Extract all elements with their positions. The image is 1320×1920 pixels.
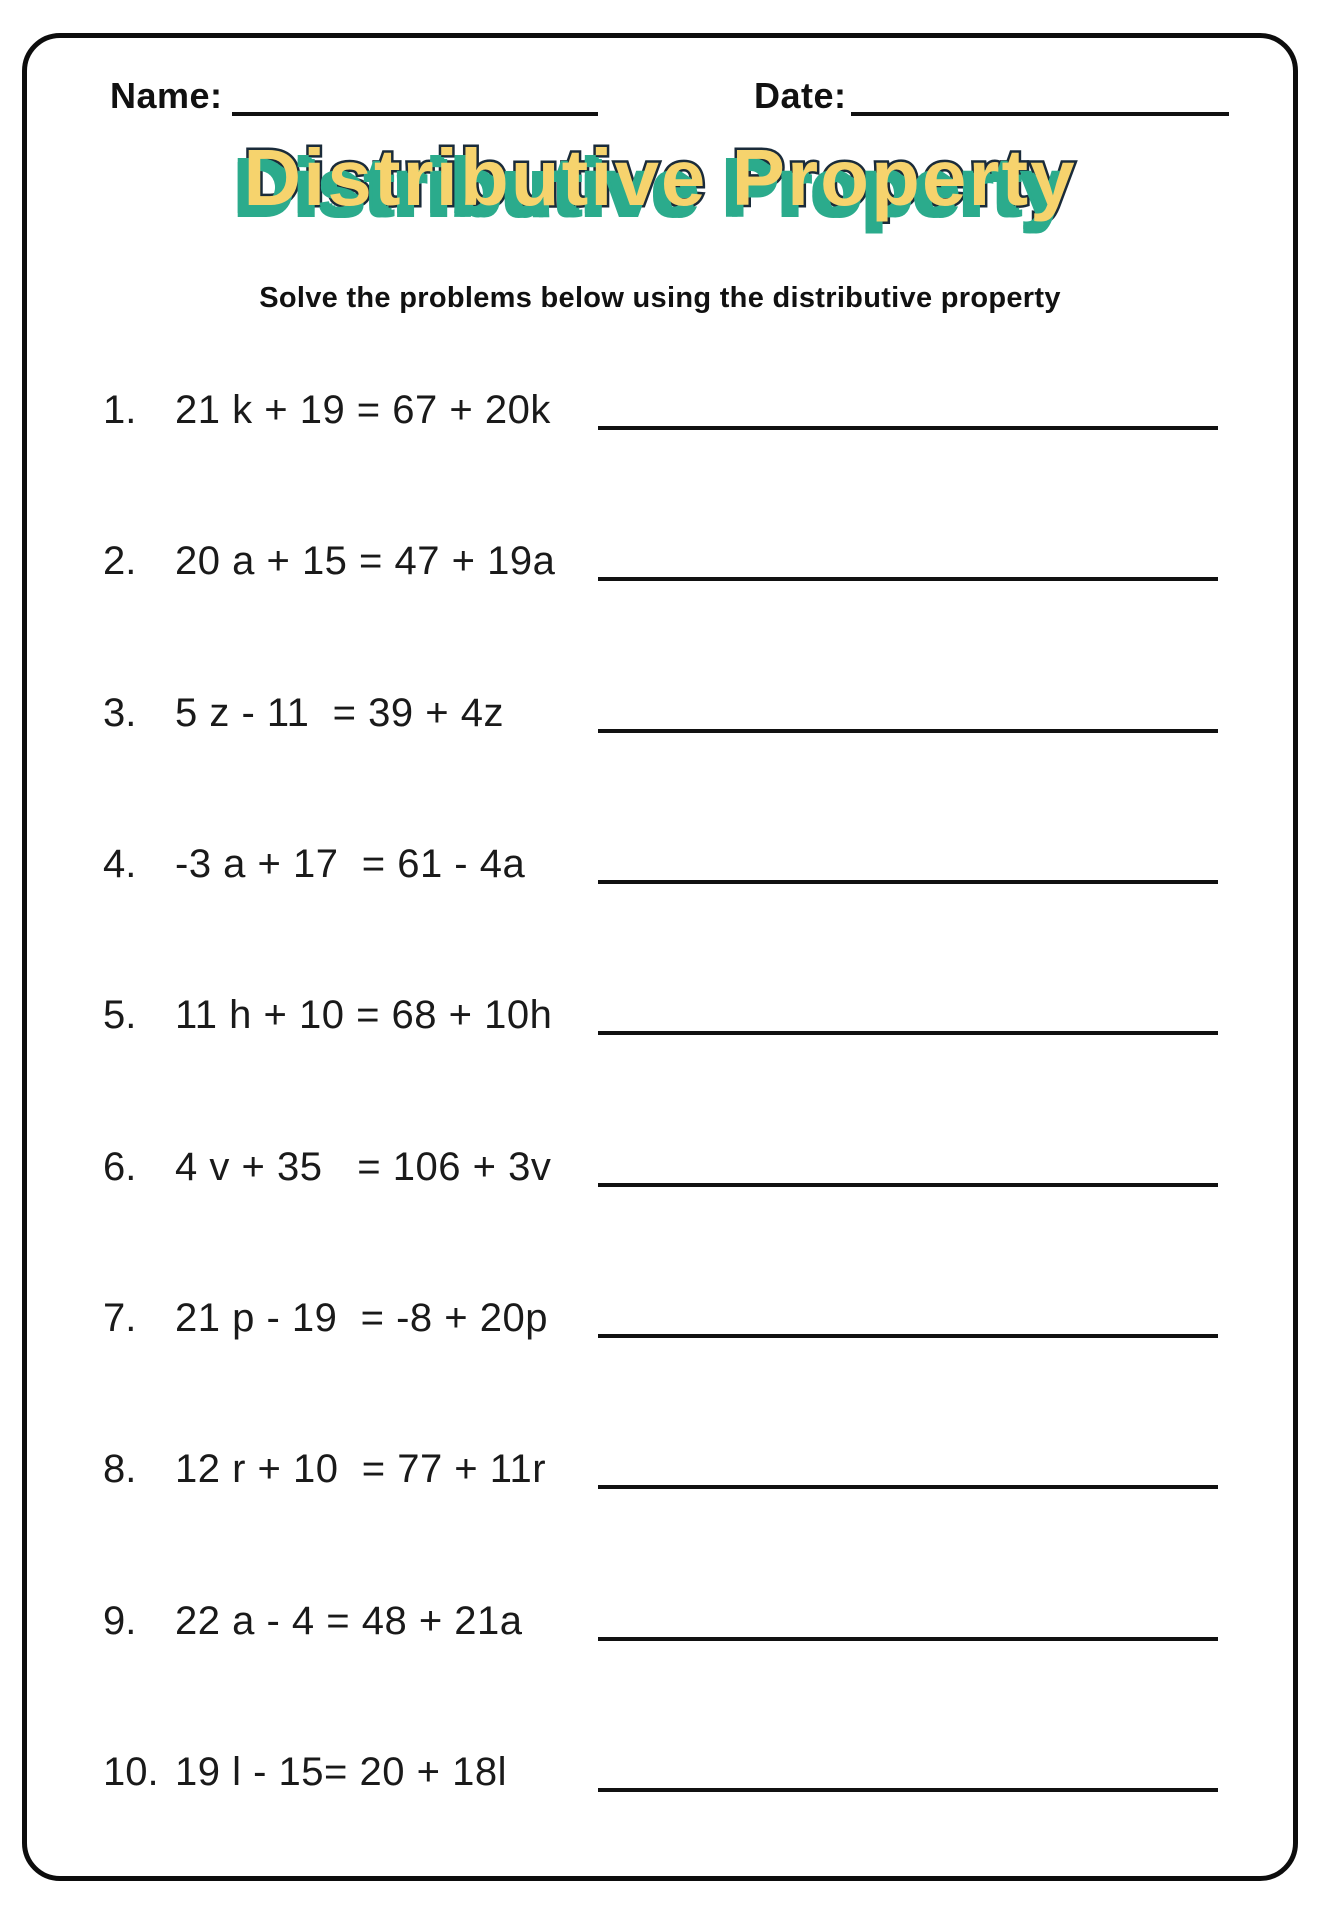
problem-row <box>0 842 1320 888</box>
problem-row <box>0 1599 1320 1645</box>
problem-equation: 5 z - 11 = 39 + 4z <box>175 691 504 735</box>
problem-number: 9. <box>103 1599 137 1643</box>
problem-equation: 4 v + 35 = 106 + 3v <box>175 1145 552 1189</box>
problem-row <box>0 1296 1320 1342</box>
problem-equation: -3 a + 17 = 61 - 4a <box>175 842 526 886</box>
date-underline[interactable] <box>851 112 1229 116</box>
problem-equation: 11 h + 10 = 68 + 10h <box>175 993 553 1037</box>
problem-row <box>0 993 1320 1039</box>
problem-equation: 12 r + 10 = 77 + 11r <box>175 1447 547 1491</box>
problem-equation: 22 a - 4 = 48 + 21a <box>175 1599 523 1643</box>
worksheet-title: Distributive Property <box>243 133 1077 222</box>
problem-row <box>0 691 1320 737</box>
name-label: Name: <box>110 75 223 116</box>
problem-number: 1. <box>103 388 137 432</box>
problem-equation: 21 k + 19 = 67 + 20k <box>175 388 551 432</box>
problem-number: 2. <box>103 539 137 583</box>
problem-row <box>0 1447 1320 1493</box>
answer-line[interactable] <box>598 1334 1218 1338</box>
problem-equation: 20 a + 15 = 47 + 19a <box>175 539 556 583</box>
problem-number: 8. <box>103 1447 137 1491</box>
problem-equation: 21 p - 19 = -8 + 20p <box>175 1296 548 1340</box>
answer-line[interactable] <box>598 426 1218 430</box>
answer-line[interactable] <box>598 1637 1218 1641</box>
problem-row <box>0 539 1320 585</box>
problem-row <box>0 388 1320 434</box>
problem-number: 6. <box>103 1145 137 1189</box>
answer-line[interactable] <box>598 1031 1218 1035</box>
answer-line[interactable] <box>598 729 1218 733</box>
answer-line[interactable] <box>598 1183 1218 1187</box>
answer-line[interactable] <box>598 577 1218 581</box>
problem-number: 4. <box>103 842 137 886</box>
worksheet-subtitle: Solve the problems below using the distributive property <box>259 282 1061 314</box>
problem-row <box>0 1145 1320 1191</box>
name-underline[interactable] <box>232 112 598 116</box>
problem-number: 7. <box>103 1296 137 1340</box>
problem-row <box>0 1750 1320 1796</box>
problem-equation: 19 l - 15= 20 + 18l <box>175 1750 507 1794</box>
problem-number: 5. <box>103 993 137 1037</box>
answer-line[interactable] <box>598 1485 1218 1489</box>
answer-line[interactable] <box>598 1788 1218 1792</box>
date-label: Date: <box>754 75 847 116</box>
problem-number: 3. <box>103 691 137 735</box>
problem-number: 10. <box>103 1750 159 1794</box>
answer-line[interactable] <box>598 880 1218 884</box>
